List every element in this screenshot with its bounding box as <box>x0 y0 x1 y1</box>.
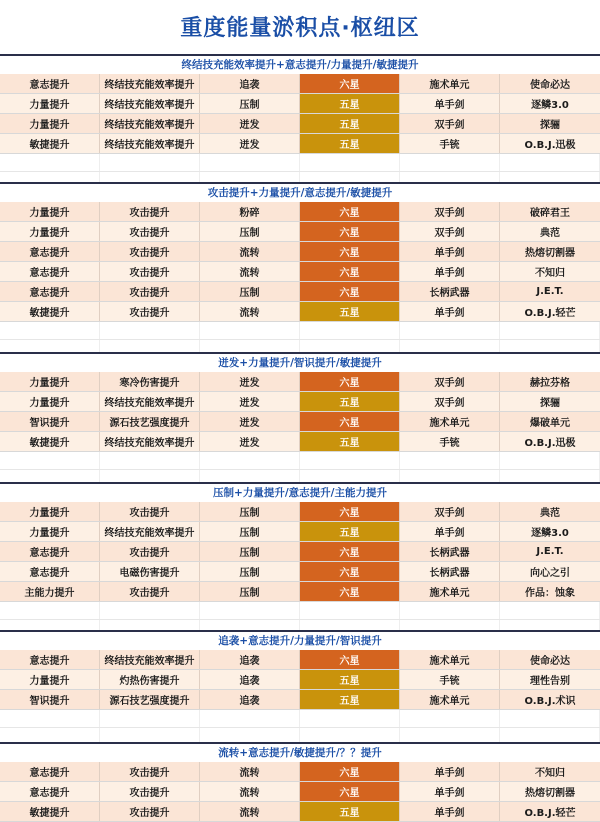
cell-stat1: 敏捷提升 <box>0 134 100 153</box>
cell-rarity: 五星 <box>300 802 400 821</box>
cell-stat2: 终结技充能效率提升 <box>100 392 200 411</box>
grid-cell <box>200 452 300 469</box>
cell-skill: 流转 <box>200 802 300 821</box>
cell-weapon-type: 手铳 <box>400 432 500 451</box>
grid-cell <box>100 322 200 339</box>
cell-stat1: 智识提升 <box>0 412 100 431</box>
table-row <box>0 522 600 542</box>
blank-row <box>0 602 600 620</box>
cell-weapon-type: 单手剑 <box>400 242 500 261</box>
table-row <box>0 392 600 412</box>
cell-stat1: 力量提升 <box>0 202 100 221</box>
cell-skill: 压制 <box>200 582 300 601</box>
cell-stat2: 终结技充能效率提升 <box>100 114 200 133</box>
cell-skill: 压制 <box>200 562 300 581</box>
cell-rarity: 六星 <box>300 372 400 391</box>
cell-weapon-type: 单手剑 <box>400 522 500 541</box>
cell-skill: 迸发 <box>200 372 300 391</box>
cell-weapon-name: 典范 <box>540 508 560 519</box>
cell-stat1: 智识提升 <box>0 690 100 709</box>
cell-stat1: 力量提升 <box>0 114 100 133</box>
grid-cell <box>0 602 100 619</box>
cell-stat2: 灼热伤害提升 <box>100 670 200 689</box>
grid-cell <box>500 602 600 619</box>
table-row <box>0 670 600 690</box>
section-header: 终结技充能效率提升+意志提升/力量提升/敏捷提升 <box>0 54 600 74</box>
cell-weapon-type: 单手剑 <box>400 762 500 781</box>
table-row <box>0 502 600 522</box>
cell-weapon-name: J.E.T. <box>536 546 564 557</box>
cell-stat1: 主能力提升 <box>0 582 100 601</box>
cell-skill: 追袭 <box>200 670 300 689</box>
table-row <box>0 202 600 222</box>
cell-weapon-type: 长柄武器 <box>400 282 500 301</box>
cell-rarity: 六星 <box>300 262 400 281</box>
grid-cell <box>400 322 500 339</box>
cell-skill: 粉碎 <box>200 202 300 221</box>
grid-divider <box>0 154 600 171</box>
table-row <box>0 650 600 670</box>
section-header: 追袭+意志提升/力量提升/智识提升 <box>0 630 600 650</box>
grid-divider <box>0 602 600 619</box>
cell-rarity: 六星 <box>300 242 400 261</box>
cell-weapon-name: O.B.J.轻芒 <box>524 808 576 819</box>
cell-weapon-name: 作品：蚀象 <box>525 588 575 599</box>
table-row <box>0 432 600 452</box>
cell-stat2: 攻击提升 <box>100 202 200 221</box>
cell-stat1: 意志提升 <box>0 782 100 801</box>
cell-stat2: 终结技充能效率提升 <box>100 650 200 669</box>
cell-rarity: 六星 <box>300 74 400 93</box>
cell-weapon-type: 长柄武器 <box>400 542 500 561</box>
cell-weapon-type: 单手剑 <box>400 94 500 113</box>
table-row <box>0 412 600 432</box>
table-row <box>0 782 600 802</box>
table-row <box>0 242 600 262</box>
cell-weapon-type: 单手剑 <box>400 302 500 321</box>
cell-skill: 迸发 <box>200 114 300 133</box>
cell-weapon-type: 施术单元 <box>400 582 500 601</box>
cell-stat2: 终结技充能效率提升 <box>100 432 200 451</box>
cell-weapon-name: 赫拉芬格 <box>530 378 570 389</box>
cell-stat1: 意志提升 <box>0 762 100 781</box>
grid-cell <box>100 602 200 619</box>
cell-weapon-name: 热熔切割器 <box>525 788 575 799</box>
blank-row <box>0 322 600 340</box>
grid-cell <box>0 322 100 339</box>
table-row <box>0 802 600 822</box>
cell-skill: 流转 <box>200 762 300 781</box>
cell-stat1: 力量提升 <box>0 94 100 113</box>
cell-weapon-type: 施术单元 <box>400 650 500 669</box>
cell-weapon-name: J.E.T. <box>536 286 564 297</box>
cell-weapon-name: 向心之引 <box>530 568 570 579</box>
cell-skill: 追袭 <box>200 690 300 709</box>
cell-rarity: 五星 <box>300 114 400 133</box>
cell-rarity: 六星 <box>300 782 400 801</box>
table-row <box>0 94 600 114</box>
cell-stat2: 攻击提升 <box>100 302 200 321</box>
grid-cell <box>300 602 400 619</box>
section-header: 迸发+力量提升/智识提升/敏捷提升 <box>0 352 600 372</box>
cell-stat2: 攻击提升 <box>100 222 200 241</box>
cell-stat2: 终结技充能效率提升 <box>100 522 200 541</box>
section-5 <box>0 630 600 746</box>
cell-stat1: 意志提升 <box>0 542 100 561</box>
cell-weapon-type: 双手剑 <box>400 502 500 521</box>
cell-weapon-type: 施术单元 <box>400 412 500 431</box>
cell-skill: 迸发 <box>200 392 300 411</box>
cell-weapon-type: 施术单元 <box>400 690 500 709</box>
grid-cell <box>400 710 500 727</box>
table-row <box>0 262 600 282</box>
cell-skill: 压制 <box>200 542 300 561</box>
grid-cell <box>300 322 400 339</box>
cell-rarity: 六星 <box>300 222 400 241</box>
table-row <box>0 74 600 94</box>
cell-weapon-name: 逐鳞3.0 <box>531 528 569 539</box>
cell-stat1: 力量提升 <box>0 502 100 521</box>
cell-stat1: 意志提升 <box>0 282 100 301</box>
blank-row <box>0 154 600 172</box>
cell-stat2: 攻击提升 <box>100 282 200 301</box>
cell-stat2: 攻击提升 <box>100 502 200 521</box>
table-row <box>0 690 600 710</box>
grid-cell <box>200 322 300 339</box>
section-3 <box>0 352 600 488</box>
grid-cell <box>200 154 300 171</box>
cell-stat2: 攻击提升 <box>100 542 200 561</box>
grid-divider <box>0 322 600 339</box>
cell-rarity: 六星 <box>300 542 400 561</box>
cell-stat2: 终结技充能效率提升 <box>100 74 200 93</box>
cell-rarity: 五星 <box>300 392 400 411</box>
cell-rarity: 六星 <box>300 762 400 781</box>
cell-rarity: 五星 <box>300 302 400 321</box>
cell-stat2: 终结技充能效率提升 <box>100 134 200 153</box>
cell-weapon-type: 手铳 <box>400 134 500 153</box>
cell-skill: 追袭 <box>200 74 300 93</box>
blank-row <box>0 710 600 728</box>
cell-stat2: 攻击提升 <box>100 762 200 781</box>
cell-rarity: 五星 <box>300 432 400 451</box>
grid-cell <box>400 602 500 619</box>
cell-skill: 压制 <box>200 502 300 521</box>
cell-skill: 追袭 <box>200 650 300 669</box>
cell-weapon-type: 施术单元 <box>400 74 500 93</box>
cell-weapon-type: 双手剑 <box>400 114 500 133</box>
grid-cell <box>400 452 500 469</box>
cell-skill: 压制 <box>200 282 300 301</box>
cell-skill: 流转 <box>200 782 300 801</box>
grid-divider <box>0 710 600 727</box>
cell-skill: 流转 <box>200 262 300 281</box>
cell-weapon-name: O.B.J.迅极 <box>524 438 576 449</box>
cell-stat2: 源石技艺强度提升 <box>100 412 200 431</box>
cell-skill: 迸发 <box>200 412 300 431</box>
grid-cell <box>300 452 400 469</box>
cell-weapon-name: O.B.J.轻芒 <box>524 308 576 319</box>
cell-rarity: 五星 <box>300 522 400 541</box>
cell-weapon-name: 探骊 <box>540 120 560 131</box>
cell-stat2: 攻击提升 <box>100 262 200 281</box>
grid-cell <box>300 710 400 727</box>
cell-weapon-name: 典范 <box>540 228 560 239</box>
cell-stat1: 意志提升 <box>0 650 100 669</box>
table-row <box>0 582 600 602</box>
grid-divider <box>0 452 600 469</box>
grid-cell <box>200 710 300 727</box>
cell-weapon-type: 双手剑 <box>400 372 500 391</box>
grid-cell <box>100 710 200 727</box>
cell-skill: 迸发 <box>200 432 300 451</box>
grid-cell <box>500 154 600 171</box>
cell-stat1: 力量提升 <box>0 522 100 541</box>
cell-rarity: 五星 <box>300 134 400 153</box>
section-header: 流转+意志提升/敏捷提升/？？提升 <box>0 742 600 762</box>
grid-cell <box>300 154 400 171</box>
cell-weapon-name: 使命必达 <box>530 656 570 667</box>
table-row <box>0 372 600 392</box>
grid-cell <box>0 154 100 171</box>
cell-rarity: 五星 <box>300 670 400 689</box>
table-row <box>0 222 600 242</box>
cell-stat2: 攻击提升 <box>100 242 200 261</box>
cell-weapon-type: 双手剑 <box>400 222 500 241</box>
cell-stat1: 力量提升 <box>0 222 100 241</box>
grid-cell <box>200 602 300 619</box>
grid-cell <box>100 154 200 171</box>
cell-stat1: 意志提升 <box>0 262 100 281</box>
cell-weapon-name: 不知归 <box>535 268 565 279</box>
cell-stat2: 电磁伤害提升 <box>100 562 200 581</box>
section-header: 压制+力量提升/意志提升/主能力提升 <box>0 482 600 502</box>
cell-stat1: 敏捷提升 <box>0 432 100 451</box>
cell-rarity: 六星 <box>300 282 400 301</box>
grid-cell <box>500 452 600 469</box>
cell-weapon-name: 破碎君王 <box>530 208 570 219</box>
cell-weapon-name: 逐鳞3.0 <box>531 100 569 111</box>
grid-cell <box>100 452 200 469</box>
grid-cell <box>0 452 100 469</box>
cell-weapon-type: 单手剑 <box>400 782 500 801</box>
cell-rarity: 六星 <box>300 202 400 221</box>
cell-weapon-name: 不知归 <box>535 768 565 779</box>
cell-skill: 迸发 <box>200 134 300 153</box>
cell-rarity: 五星 <box>300 94 400 113</box>
section-1 <box>0 54 600 190</box>
cell-stat1: 力量提升 <box>0 670 100 689</box>
cell-weapon-name: 热熔切割器 <box>525 248 575 259</box>
grid-cell <box>500 322 600 339</box>
table-row <box>0 114 600 134</box>
cell-rarity: 六星 <box>300 502 400 521</box>
section-2 <box>0 182 600 358</box>
cell-weapon-type: 长柄武器 <box>400 562 500 581</box>
page-title: 重度能量淤积点·枢纽区 <box>180 15 420 41</box>
section-4 <box>0 482 600 638</box>
cell-weapon-type: 双手剑 <box>400 392 500 411</box>
cell-stat2: 攻击提升 <box>100 802 200 821</box>
cell-stat1: 敏捷提升 <box>0 302 100 321</box>
cell-skill: 流转 <box>200 242 300 261</box>
cell-weapon-type: 双手剑 <box>400 202 500 221</box>
cell-weapon-type: 单手剑 <box>400 802 500 821</box>
cell-skill: 压制 <box>200 94 300 113</box>
cell-weapon-name: 理性告别 <box>530 676 570 687</box>
cell-stat1: 力量提升 <box>0 392 100 411</box>
cell-weapon-name: 使命必达 <box>530 80 570 91</box>
table-row <box>0 562 600 582</box>
cell-stat1: 意志提升 <box>0 242 100 261</box>
table-row <box>0 542 600 562</box>
grid-cell <box>0 710 100 727</box>
cell-weapon-name: 爆破单元 <box>530 418 570 429</box>
grid-cell <box>400 154 500 171</box>
cell-stat1: 敏捷提升 <box>0 802 100 821</box>
cell-rarity: 六星 <box>300 582 400 601</box>
cell-rarity: 六星 <box>300 650 400 669</box>
cell-rarity: 六星 <box>300 562 400 581</box>
table-row <box>0 134 600 154</box>
blank-row <box>0 452 600 470</box>
cell-weapon-type: 手铳 <box>400 670 500 689</box>
cell-weapon-name: 探骊 <box>540 398 560 409</box>
table-row <box>0 282 600 302</box>
cell-rarity: 五星 <box>300 690 400 709</box>
grid-cell <box>500 710 600 727</box>
cell-stat1: 意志提升 <box>0 74 100 93</box>
section-6 <box>0 742 600 822</box>
cell-stat1: 意志提升 <box>0 562 100 581</box>
cell-weapon-name: O.B.J.术识 <box>524 696 576 707</box>
section-header: 攻击提升+力量提升/意志提升/敏捷提升 <box>0 182 600 202</box>
cell-skill: 压制 <box>200 522 300 541</box>
cell-stat2: 源石技艺强度提升 <box>100 690 200 709</box>
cell-stat2: 攻击提升 <box>100 782 200 801</box>
cell-stat1: 力量提升 <box>0 372 100 391</box>
cell-stat2: 攻击提升 <box>100 582 200 601</box>
cell-weapon-type: 单手剑 <box>400 262 500 281</box>
table-row <box>0 762 600 782</box>
table-row <box>0 302 600 322</box>
cell-skill: 压制 <box>200 222 300 241</box>
cell-stat2: 终结技充能效率提升 <box>100 94 200 113</box>
cell-stat2: 寒冷伤害提升 <box>100 372 200 391</box>
cell-skill: 流转 <box>200 302 300 321</box>
cell-rarity: 六星 <box>300 412 400 431</box>
cell-weapon-name: O.B.J.迅极 <box>524 140 576 151</box>
